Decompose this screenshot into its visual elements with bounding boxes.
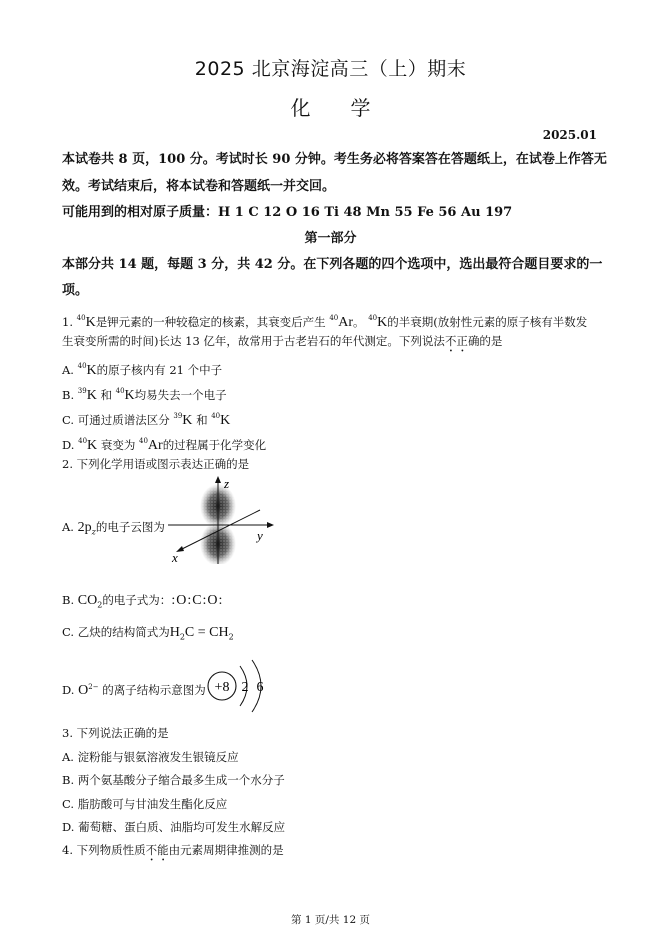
subject-title: 化 学 [290, 96, 371, 120]
q2-option-a: A. $2p_z$的电子云图为 [62, 520, 165, 537]
q1-stem-line-2: 生衰变所需的时间)长达 13 亿年，故常用于古老岩石的年代测定。下列说法不正确的是 [62, 334, 503, 348]
q1-option-c: C. 可通过质谱法区分 $^{39}$K 和 $^{40}$K [62, 412, 231, 428]
part-heading: 第一部分 [304, 231, 357, 246]
q3-stem: 3. 下列说法正确的是 [62, 726, 169, 740]
q2-option-c: C. 乙炔的结构简式为$H_2C = CH_2$ [62, 625, 234, 642]
q1-option-d: D. $^{40}$K 衰变为 $^{40}$Ar的过程属于化学变化 [62, 437, 267, 453]
q1-option-a: A. $^{40}$K的原子核内有 21 个中子 [62, 362, 223, 378]
ion-structure-diagram [204, 656, 276, 716]
co2-electron-formula: :O:C:O: [171, 593, 224, 608]
q1-stem-line-1: 1. $^{40}$K是钾元素的一种较稳定的核素，其衰变后产生 $^{40}$Ar。 $^{40}$K的半衰期(放射性元素的原子核有半数发 [62, 314, 588, 330]
q3-option-d: D. 葡萄糖、蛋白质、油脂均可发生水解反应 [62, 820, 286, 834]
q2-option-b: B. $CO_2$的电子式为：:O:C:O: [62, 593, 224, 610]
part-desc-line-2: 项。 [62, 283, 89, 298]
q2-stem: 2. 下列化学用语或图示表达正确的是 [62, 457, 250, 471]
q4-stem: 4. 下列物质性质不能由元素周期律推测的是 [62, 843, 284, 857]
part-desc-line-1: 本部分共 14 题，每题 3 分，共 42 分。在下列各题的四个选项中，选出最符合题目要求的一 [62, 257, 603, 272]
y-axis-label: y [257, 528, 263, 543]
instructions-line-2: 效。考试结束后，将本试卷和答题纸一并交回。 [62, 179, 336, 194]
q3-option-b: B. 两个氨基酸分子缩合最多生成一个水分子 [62, 773, 285, 787]
p-orbital-diagram [160, 474, 275, 564]
instructions-line-1: 本试卷共 8 页，100 分。考试时长 90 分钟。考生务必将答案答在答题纸上，在试卷上作答无 [62, 152, 607, 167]
q3-option-a: A. 淀粉能与银氨溶液发生银镜反应 [62, 750, 239, 764]
q3-option-c: C. 脂肪酸可与甘油发生酯化反应 [62, 797, 228, 811]
document-title: 2025 北京海淀高三（上）期末 [194, 58, 467, 80]
exam-date: 2025.01 [542, 128, 597, 142]
x-axis-label: x [172, 550, 178, 564]
atomic-masses: 可能用到的相对原子质量：H 1 C 12 O 16 Ti 48 Mn 55 Fe 56 Au 197 [62, 205, 513, 220]
shell-2-electrons: 6 [256, 680, 264, 695]
shell-1-electrons: 2 [241, 680, 249, 695]
page-footer: 第 1 页/共 12 页 [291, 914, 370, 926]
nucleus-charge: +8 [214, 680, 230, 695]
q2-option-d: D. $O^{2-}$ 的离子结构示意图为 [62, 682, 206, 698]
q1-option-b: B. $^{39}$K 和 $^{40}$K均易失去一个电子 [62, 387, 227, 403]
z-axis-label: z [224, 476, 230, 491]
